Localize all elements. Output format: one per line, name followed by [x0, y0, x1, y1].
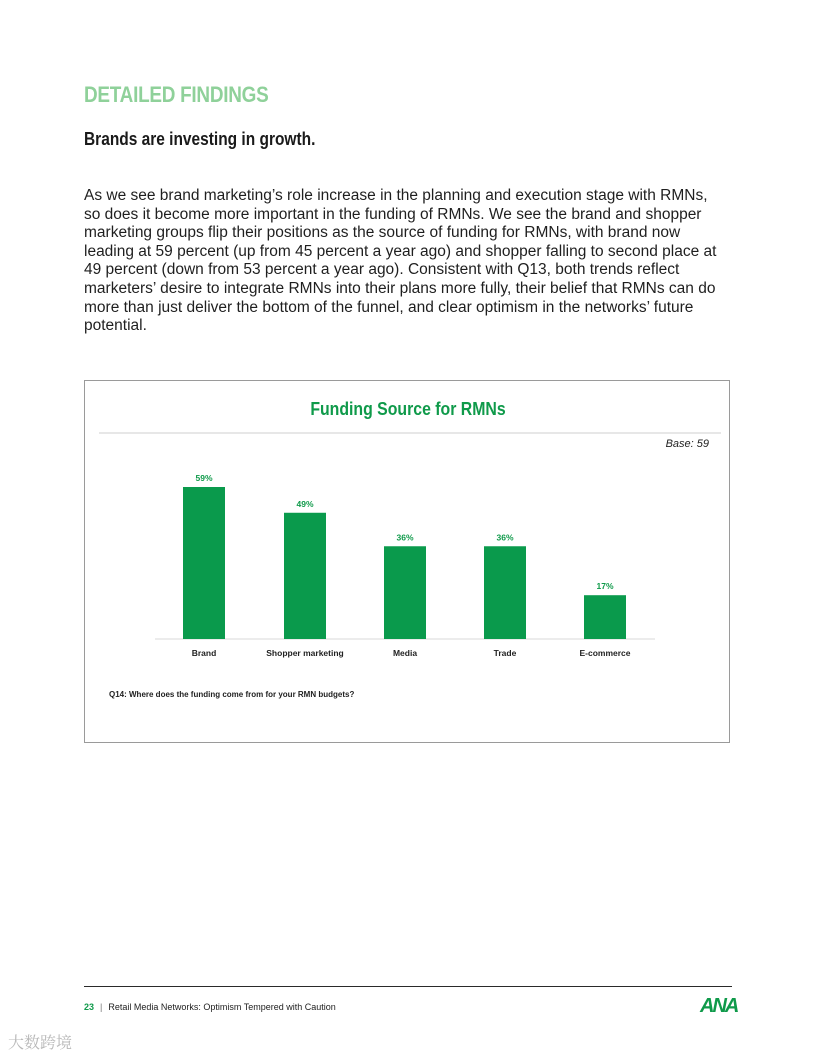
subhead: Brands are investing in growth. [84, 129, 316, 149]
x-tick-label: Media [392, 648, 418, 658]
data-label: 49% [296, 498, 314, 509]
data-label: 59% [195, 473, 213, 483]
section-title: DETAILED FINDINGS [84, 82, 269, 107]
chart-title: Funding Source for RMNs [310, 399, 506, 419]
data-label: 17% [596, 581, 614, 592]
bar-trade [484, 546, 526, 639]
ana-logo: ANA [700, 995, 738, 1017]
footer [84, 1002, 336, 1012]
page-number: 23 [84, 1002, 95, 1012]
bar-e-commerce [584, 595, 626, 639]
base-note: Base: 59 [665, 438, 709, 450]
bar-media [384, 546, 426, 639]
watermark: 大数跨境 [8, 1035, 73, 1052]
footer-divider [84, 986, 732, 987]
x-tick-label: E-commerce [579, 648, 631, 658]
bar-shopper-marketing [284, 513, 326, 639]
chart-panel [84, 380, 730, 743]
x-tick-label: Brand [191, 648, 217, 658]
body-paragraph: As we see brand marketing’s role increase in the planning and execution stage with RMNs, so does it become more important in the funding of RMNs. We see the brand and shopper marketing groups flip their positions as the source of funding for RMNs, with brand now leading at 59 percent (up from 45 percent a year ago) and shopper falling to second place at 49 percent (down from 53 percent a year ago). Consistent with Q13, both trends reflect marketers’ desire to integrate RMNs into their plans more fully, their belief that RMNs can do more than just deliver the bottom of the funnel, and clear optimism in the networks’ future potential. [84, 187, 717, 335]
x-tick-label: Shopper marketing [266, 648, 344, 658]
bar-brand [183, 487, 225, 639]
data-label: 36% [496, 532, 514, 543]
data-label: 36% [396, 532, 414, 543]
footer-title: Retail Media Networks: Optimism Tempered with Caution [108, 1002, 336, 1012]
survey-question: Q14: Where does the funding come from for your RMN budgets? [109, 690, 355, 699]
x-tick-label: Trade [493, 648, 517, 658]
footer-separator: | [100, 1002, 103, 1012]
